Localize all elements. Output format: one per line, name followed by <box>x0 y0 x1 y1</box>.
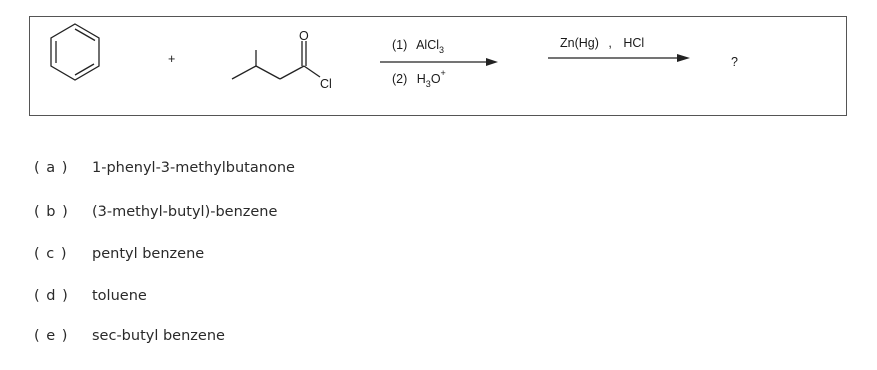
step1-reagent: (1) AlCl$_3$ <box>392 38 445 55</box>
option-letter: ( c ) <box>34 246 68 262</box>
option-text: (3-methyl-butyl)-benzene <box>92 204 278 220</box>
step2-reagent: (2) $H_3O^+$ <box>392 68 446 89</box>
option-text: pentyl benzene <box>92 246 205 262</box>
acyl-chloride-structure <box>232 41 320 79</box>
benzene-structure <box>51 24 99 80</box>
reaction-arrow-2 <box>548 54 690 62</box>
option-text: toluene <box>92 288 147 304</box>
option-text: 1-phenyl-3-methylbutanone <box>92 160 295 176</box>
option-letter: ( a ) <box>34 160 69 176</box>
reaction-scheme <box>0 0 877 130</box>
clemmensen-reagent: Zn(Hg) , HCl <box>560 36 645 50</box>
plus-sign: + <box>168 52 176 66</box>
option-letter: ( b ) <box>34 204 69 220</box>
carbonyl-oxygen-label: O <box>299 29 309 43</box>
product-question-mark: ? <box>731 55 738 69</box>
chlorine-label: Cl <box>320 77 332 91</box>
option-letter: ( e ) <box>34 328 69 344</box>
option-text: sec-butyl benzene <box>92 328 225 344</box>
reaction-arrow-1 <box>380 58 498 66</box>
option-letter: ( d ) <box>34 288 69 304</box>
